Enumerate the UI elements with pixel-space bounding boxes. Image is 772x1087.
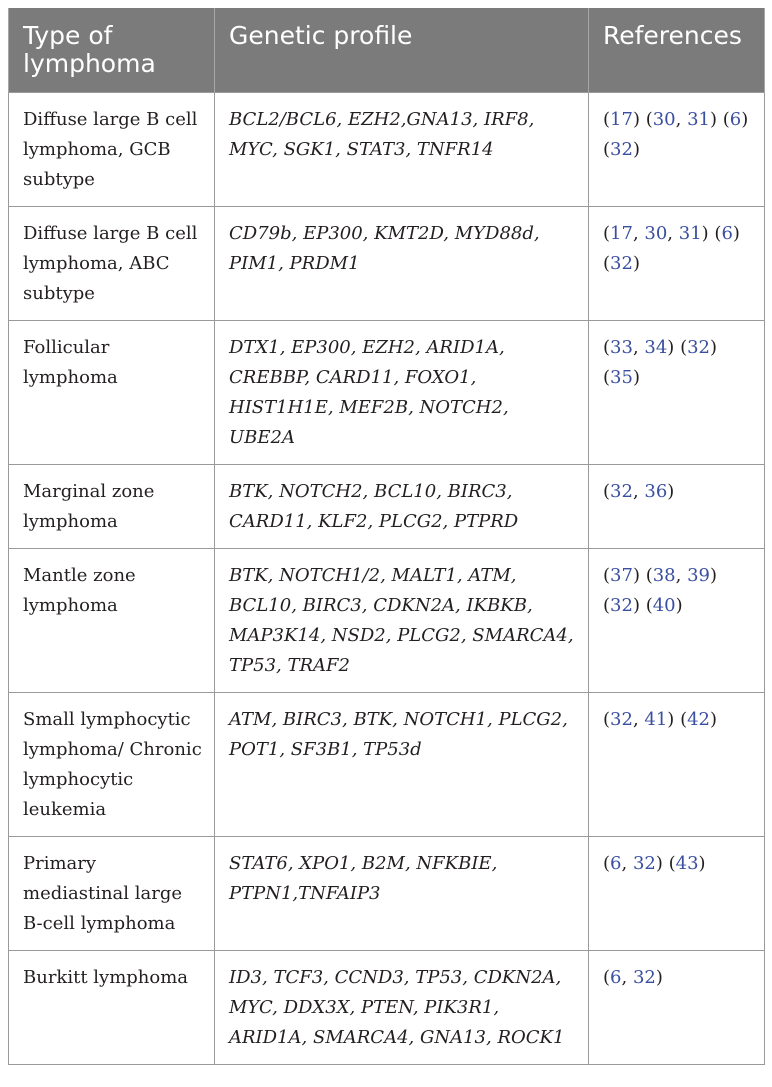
table-row — [9, 207, 765, 321]
reference-link[interactable]: 32 — [610, 253, 633, 274]
reference-link[interactable]: 36 — [644, 481, 668, 502]
reference-link[interactable]: 32 — [610, 595, 633, 616]
reference-link[interactable]: 32 — [632, 967, 656, 988]
reference-link[interactable]: 31 — [687, 109, 710, 130]
references-cell: (37) (38, 39) (32) (40) — [589, 549, 765, 693]
lymphoma-type-cell: Marginal zone lymphoma — [9, 465, 215, 549]
header-row — [9, 8, 765, 93]
lymphoma-type-cell: Diffuse large B cell lymphoma, GCB subtype — [9, 93, 215, 207]
table-body — [9, 93, 765, 1065]
header-genetic-profile: Genetic profile — [215, 8, 589, 93]
references-cell: (6, 32) — [589, 951, 765, 1065]
reference-link[interactable]: 38 — [652, 565, 676, 586]
reference-link[interactable]: 33 — [610, 337, 633, 358]
table-row — [9, 951, 765, 1065]
genetic-profile-cell: DTX1, EP300, EZH2, ARID1A, CREBBP, CARD11, FOXO1, HIST1H1E, MEF2B, NOTCH2, UBE2A — [215, 321, 589, 465]
references-cell: (32, 41) (42) — [589, 693, 765, 837]
reference-link[interactable]: 37 — [610, 565, 633, 586]
lymphoma-type-cell: Burkitt lymphoma — [9, 951, 215, 1065]
reference-link[interactable]: 32 — [632, 853, 656, 874]
reference-link[interactable]: 40 — [652, 595, 676, 616]
genetic-profile-cell: CD79b, EP300, KMT2D, MYD88d, PIM1, PRDM1 — [215, 207, 589, 321]
references-cell: (17) (30, 31) (6) (32) — [589, 93, 765, 207]
reference-link[interactable]: 39 — [687, 565, 710, 586]
reference-link[interactable]: 41 — [644, 709, 668, 730]
table-row — [9, 321, 765, 465]
lymphoma-type-cell: Follicular lymphoma — [9, 321, 215, 465]
reference-link[interactable]: 32 — [687, 337, 710, 358]
reference-link[interactable]: 43 — [675, 853, 699, 874]
reference-link[interactable]: 6 — [610, 967, 622, 988]
genetic-profile-cell: ID3, TCF3, CCND3, TP53, CDKN2A, MYC, DDX3X, PTEN, PIK3R1, ARID1A, SMARCA4, GNA13, ROCK1 — [215, 951, 589, 1065]
reference-link[interactable]: 30 — [644, 223, 668, 244]
header-type: Type of lymphoma — [9, 8, 215, 93]
table-row — [9, 693, 765, 837]
reference-link[interactable]: 17 — [610, 223, 633, 244]
reference-link[interactable]: 6 — [729, 109, 742, 130]
reference-link[interactable]: 30 — [652, 109, 676, 130]
references-cell: (33, 34) (32) (35) — [589, 321, 765, 465]
lymphoma-type-cell: Diffuse large B cell lymphoma, ABC subtype — [9, 207, 215, 321]
reference-link[interactable]: 32 — [610, 709, 633, 730]
header-references: References — [589, 8, 765, 93]
lymphoma-type-cell: Primary mediastinal large B-cell lymphoma — [9, 837, 215, 951]
reference-link[interactable]: 6 — [721, 223, 733, 244]
reference-link[interactable]: 6 — [610, 853, 622, 874]
genetic-profile-cell: BTK, NOTCH1/2, MALT1, ATM, BCL10, BIRC3, CDKN2A, IKBKB, MAP3K14, NSD2, PLCG2, SMARCA4, TP53, TRAF2 — [215, 549, 589, 693]
reference-link[interactable]: 34 — [644, 337, 668, 358]
references-cell: (32, 36) — [589, 465, 765, 549]
reference-link[interactable]: 35 — [610, 367, 633, 388]
lymphoma-type-cell: Small lymphocytic lymphoma/ Chronic lymphocytic leukemia — [9, 693, 215, 837]
reference-link[interactable]: 32 — [610, 139, 633, 160]
genetic-profile-cell: ATM, BIRC3, BTK, NOTCH1, PLCG2, POT1, SF3B1, TP53d — [215, 693, 589, 837]
genetic-profile-cell: BCL2/BCL6, EZH2,GNA13, IRF8, MYC, SGK1, STAT3, TNFR14 — [215, 93, 589, 207]
table-row — [9, 837, 765, 951]
reference-link[interactable]: 42 — [687, 709, 710, 730]
genetic-profile-cell: BTK, NOTCH2, BCL10, BIRC3, CARD11, KLF2, PLCG2, PTPRD — [215, 465, 589, 549]
reference-link[interactable]: 17 — [610, 109, 633, 130]
table-row — [9, 549, 765, 693]
references-cell: (17, 30, 31) (6) (32) — [589, 207, 765, 321]
lymphoma-type-cell: Mantle zone lymphoma — [9, 549, 215, 693]
lymphoma-genetics-table — [8, 8, 765, 1065]
reference-link[interactable]: 32 — [610, 481, 633, 502]
reference-link[interactable]: 31 — [678, 223, 702, 244]
genetic-profile-cell: STAT6, XPO1, B2M, NFKBIE, PTPN1,TNFAIP3 — [215, 837, 589, 951]
table-row — [9, 465, 765, 549]
references-cell: (6, 32) (43) — [589, 837, 765, 951]
table-row — [9, 93, 765, 207]
